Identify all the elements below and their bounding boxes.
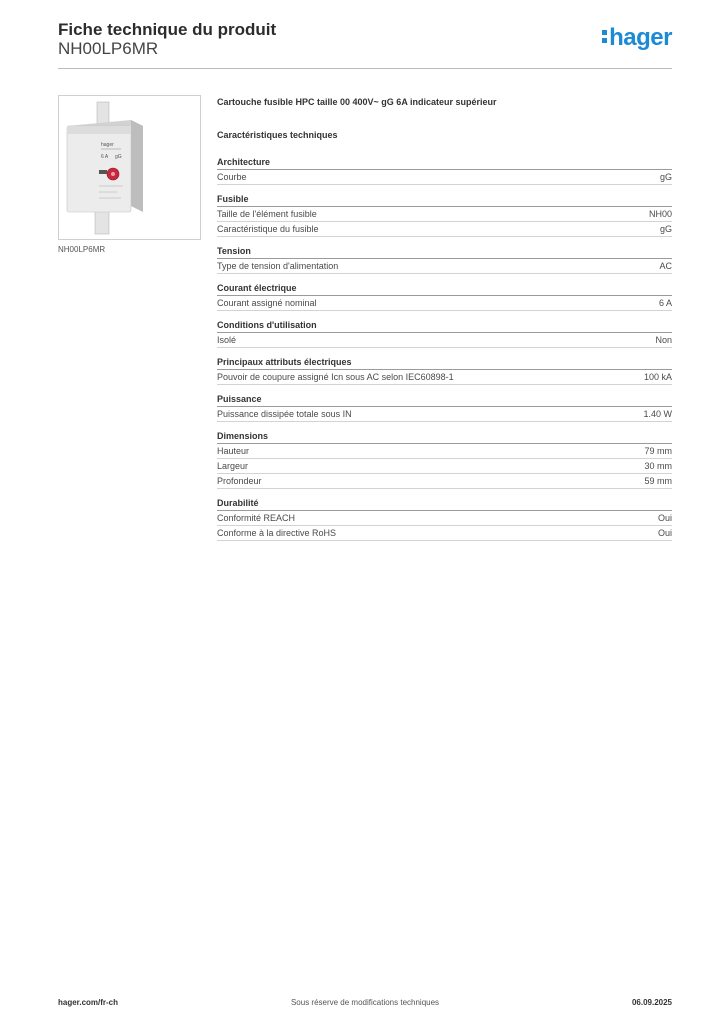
spec-label: Isolé <box>217 335 237 345</box>
spec-label: Conforme à la directive RoHS <box>217 528 337 538</box>
image-label-brand: hager <box>101 142 114 148</box>
product-description: Cartouche fusible HPC taille 00 400V~ gG 6A indicateur supérieur <box>217 97 497 107</box>
spec-value: Non <box>655 335 672 345</box>
spec-label: Hauteur <box>217 446 250 456</box>
spec-group-title: Puissance <box>217 392 672 407</box>
spec-group-title: Courant électrique <box>217 281 672 296</box>
spec-row <box>217 207 672 222</box>
logo-text: hager <box>609 24 672 51</box>
spec-value: Oui <box>657 528 672 538</box>
footer-website: hager.com/fr-ch <box>58 998 119 1007</box>
image-label-class: gG <box>115 154 122 160</box>
spec-label: Largeur <box>217 461 249 471</box>
spec-group <box>217 392 672 422</box>
spec-label: Profondeur <box>217 476 262 486</box>
spec-row <box>217 407 672 422</box>
spec-row <box>217 526 672 541</box>
footer-notice: Sous réserve de modifications techniques <box>290 998 440 1007</box>
spec-row <box>217 296 672 311</box>
spec-row <box>217 370 672 385</box>
image-label-rating: 6 A <box>101 154 109 160</box>
document-title: Fiche technique du produit <box>58 20 277 39</box>
spec-row <box>217 333 672 348</box>
spec-row <box>217 222 672 237</box>
hager-logo <box>602 26 672 50</box>
specifications-panel <box>217 96 672 541</box>
spec-row <box>217 459 672 474</box>
spec-group <box>217 281 672 311</box>
spec-label: Type de tension d'alimentation <box>217 261 339 271</box>
spec-group <box>217 192 672 237</box>
spec-value: gG <box>659 224 672 234</box>
spec-group-title: Fusible <box>217 192 672 207</box>
spec-label: Pouvoir de coupure assigné Icn sous AC selon IEC60898-1 <box>217 372 454 382</box>
spec-row <box>217 259 672 274</box>
spec-group <box>217 318 672 348</box>
spec-group <box>217 429 672 489</box>
spec-label: Conformité REACH <box>217 513 296 523</box>
spec-value: 59 mm <box>644 476 672 486</box>
page-footer <box>58 998 672 1010</box>
spec-value: 100 kA <box>643 372 672 382</box>
page-header <box>58 20 672 69</box>
spec-row <box>217 511 672 526</box>
spec-value: Oui <box>657 513 672 523</box>
spec-row <box>217 474 672 489</box>
spec-value: gG <box>659 172 672 182</box>
spec-value: 1.40 W <box>643 409 672 419</box>
section-heading: Caractéristiques techniques <box>217 130 338 140</box>
spec-value: 30 mm <box>644 461 672 471</box>
spec-value: 6 A <box>658 298 672 308</box>
spec-group <box>217 155 672 185</box>
spec-group <box>217 244 672 274</box>
spec-label: Taille de l'élément fusible <box>217 209 317 219</box>
footer-date: 06.09.2025 <box>631 998 672 1007</box>
spec-group-title: Conditions d'utilisation <box>217 318 672 333</box>
spec-group-title: Principaux attributs électriques <box>217 355 672 370</box>
spec-group-title: Architecture <box>217 155 672 170</box>
spec-value: 79 mm <box>644 446 672 456</box>
spec-value: AC <box>659 261 672 271</box>
spec-value: NH00 <box>648 209 672 219</box>
product-image-caption: NH00LP6MR <box>58 245 106 254</box>
spec-label: Courant assigné nominal <box>217 298 317 308</box>
spec-row <box>217 170 672 185</box>
spec-label: Courbe <box>217 172 247 182</box>
spec-groups <box>217 155 672 541</box>
logo-colon-icon <box>602 30 607 44</box>
spec-group <box>217 355 672 385</box>
fuse-cartridge-picture <box>59 96 200 239</box>
spec-group-title: Dimensions <box>217 429 672 444</box>
spec-group-title: Tension <box>217 244 672 259</box>
spec-group-title: Durabilité <box>217 496 672 511</box>
product-reference: NH00LP6MR <box>58 39 159 58</box>
product-image <box>58 95 201 240</box>
spec-group <box>217 496 672 541</box>
spec-label: Caractéristique du fusible <box>217 224 319 234</box>
spec-row <box>217 444 672 459</box>
spec-label: Puissance dissipée totale sous IN <box>217 409 352 419</box>
